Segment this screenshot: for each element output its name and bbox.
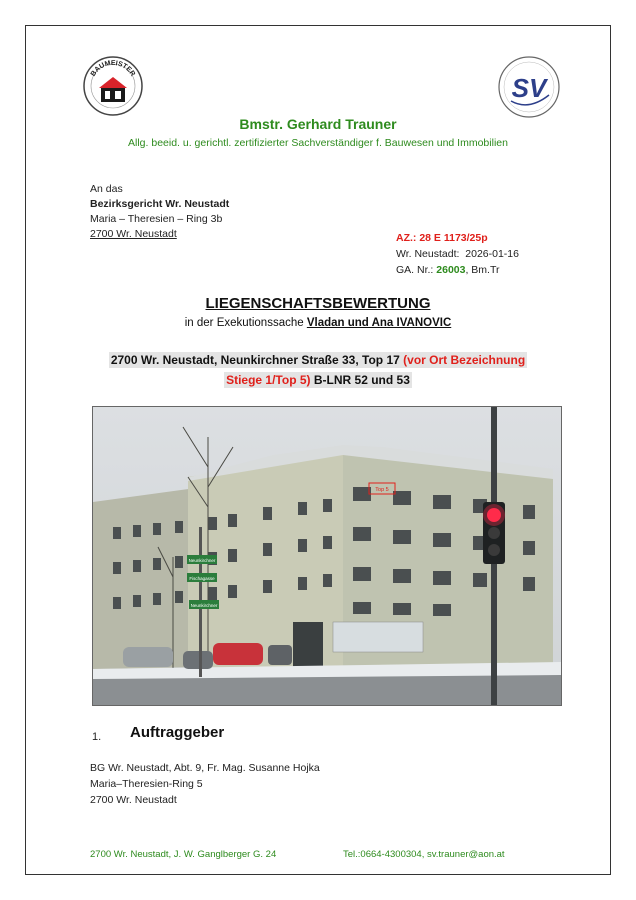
section-title: Auftraggeber: [130, 724, 225, 741]
baumeister-logo: [82, 55, 144, 117]
date: 2026-01-16: [465, 248, 519, 260]
building-photo: [92, 406, 562, 706]
ga-label: GA. Nr.:: [396, 264, 434, 276]
expert-name: Bmstr. Gerhard Trauner: [239, 116, 397, 132]
onsite-label-2: Stiege 1/Top 5): [226, 373, 311, 387]
document-title: LIEGENSCHAFTSBEWERTUNG: [205, 295, 431, 312]
property-address: [60, 350, 576, 390]
client-line: 2700 Wr. Neustadt: [90, 794, 177, 806]
file-number: AZ.: 28 E 1173/25p: [396, 232, 488, 244]
ga-suffix: , Bm.Tr: [465, 264, 500, 276]
sv-logo: [497, 55, 561, 119]
client-line: Maria–Theresien-Ring 5: [90, 778, 203, 790]
expert-subtitle: Allg. beeid. u. gerichtl. zertifizierter Sachverständiger f. Bauwesen und Immobilien: [128, 137, 508, 149]
footer-contact: Tel.:0664-4300304, sv.trauner@aon.at: [343, 849, 505, 860]
street-sign-2: Fischagasse: [189, 576, 215, 581]
logo-sv-text: SV: [511, 73, 547, 103]
client-line: BG Wr. Neustadt, Abt. 9, Fr. Mag. Susanne Hojka: [90, 762, 320, 774]
reference-block: [396, 230, 519, 278]
recipient-address: [90, 182, 229, 242]
case-line: [0, 317, 636, 329]
section-number: 1.: [92, 731, 102, 743]
recipient-court: Bezirksgericht Wr. Neustadt: [90, 198, 230, 210]
street-sign-1: Neunkirchner: [188, 558, 216, 563]
recipient-street: Maria – Theresien – Ring 3b: [90, 213, 223, 225]
footer-address: 2700 Wr. Neustadt, J. W. Ganglberger G. 24: [90, 849, 277, 860]
property-lnr: B-LNR 52 und 53: [313, 373, 410, 387]
case-names: Vladan und Ana IVANOVIC: [306, 317, 452, 329]
recipient-city: 2700 Wr. Neustadt: [90, 228, 177, 240]
case-prefix: in der Exekutionssache: [184, 317, 304, 329]
logo-text: BAUMEISTER: [89, 59, 137, 78]
place-date: [396, 246, 519, 262]
property-street: 2700 Wr. Neustadt, Neunkirchner Straße 33, Top 17: [110, 353, 400, 367]
report-number: [396, 262, 519, 278]
ga-number: 26003: [436, 264, 466, 276]
client-block: [90, 760, 320, 808]
place-label: Wr. Neustadt:: [396, 248, 460, 260]
top5-label: Top 5: [375, 487, 389, 493]
street-sign-3: Neunkirchner: [190, 603, 218, 608]
onsite-label-1: (vor Ort Bezeichnung: [403, 353, 526, 367]
recipient-line: An das: [90, 183, 123, 195]
